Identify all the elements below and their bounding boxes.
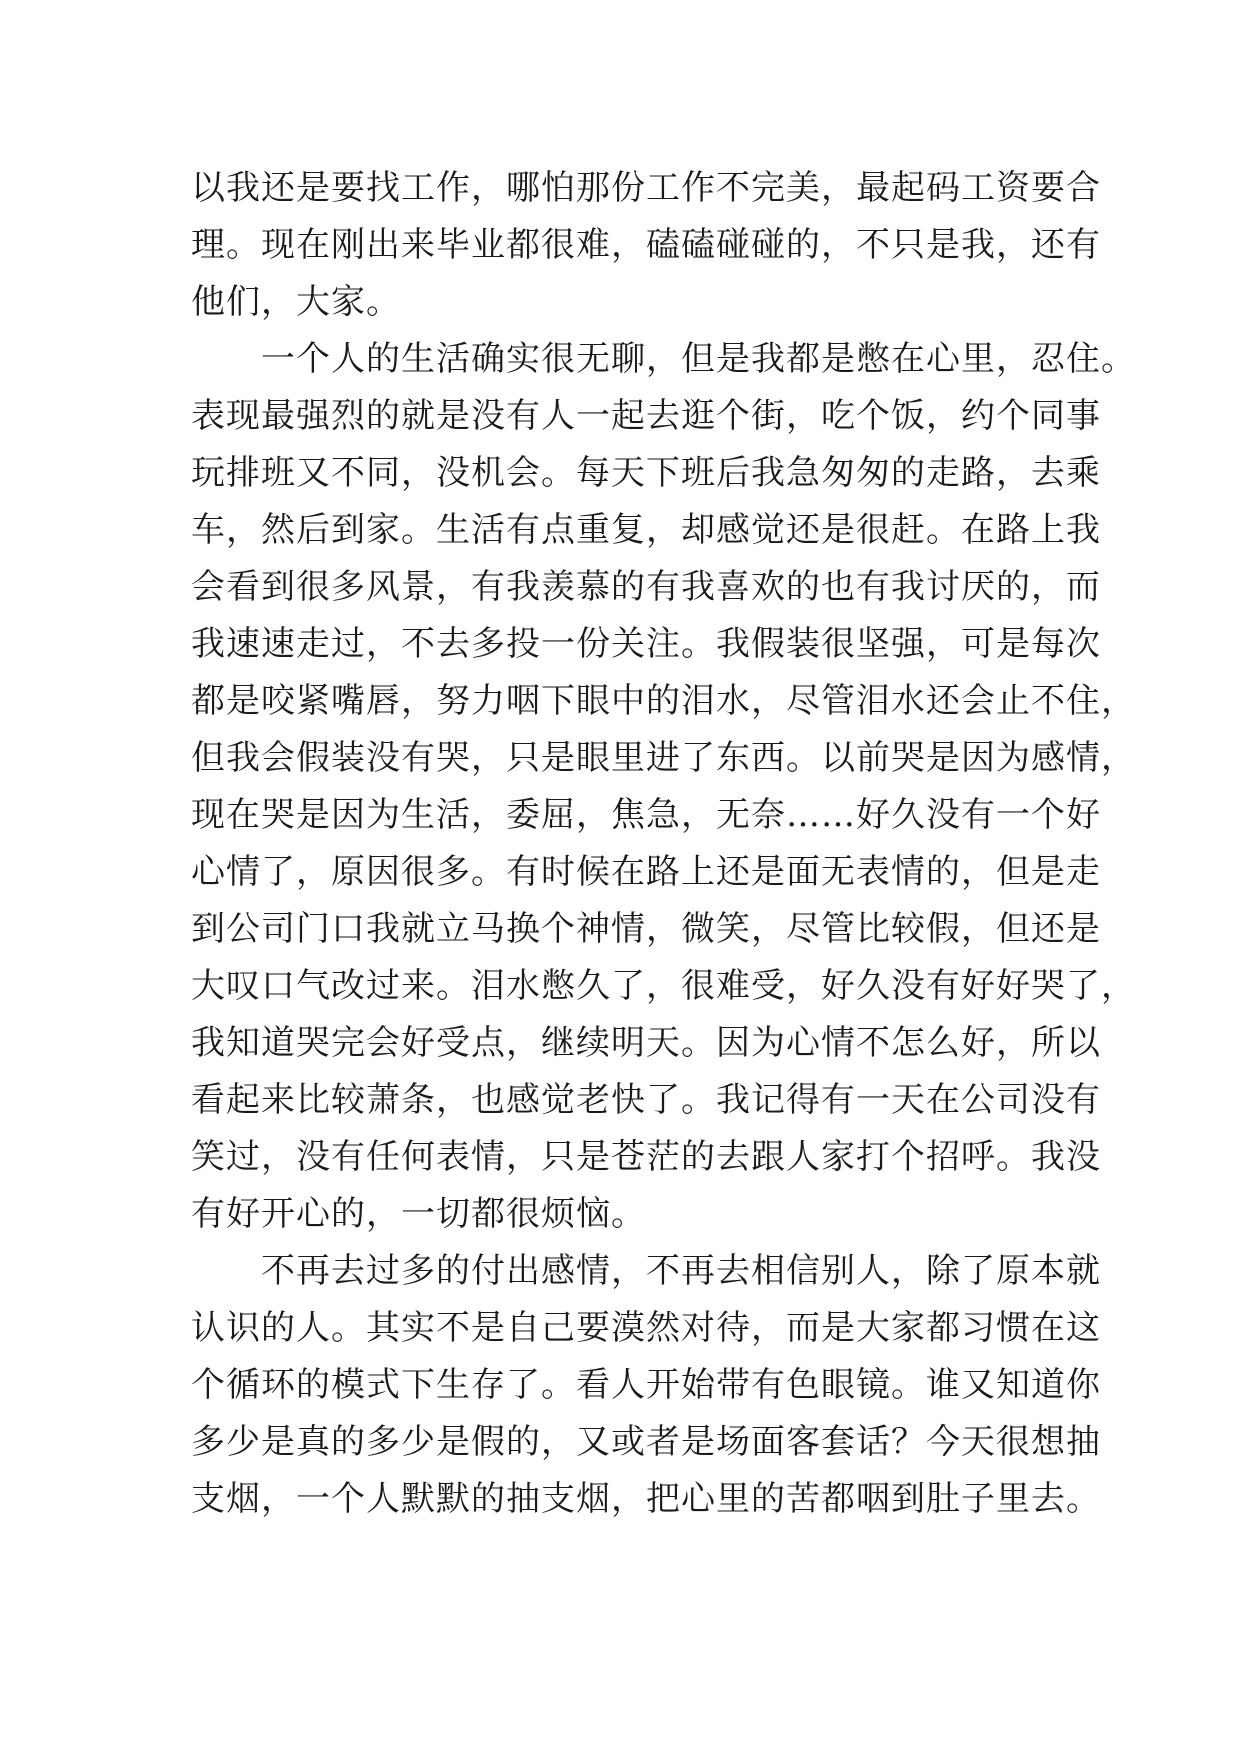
text-line: 我知道哭完会好受点，继续明天。因为心情不怎么好，所以 [191,1023,1101,1063]
text-line: 到公司门口我就立马换个神情，微笑，尽管比较假，但还是 [191,909,1101,949]
text-line: 我速速走过，不去多投一份关注。我假装很坚强，可是每次 [191,624,1101,664]
text-line: 看起来比较萧条，也感觉老快了。我记得有一天在公司没有 [191,1080,1101,1120]
paragraph-3 [191,1243,1101,1528]
text-line: 不再去过多的付出感情，不再去相信别人，除了原本就 [191,1251,1101,1291]
text-line: 但我会假装没有哭，只是眼里进了东西。以前哭是因为感情， [191,738,1136,778]
text-line: 都是咬紧嘴唇，努力咽下眼中的泪水，尽管泪水还会止不住， [191,681,1136,721]
text-line: 支烟，一个人默默的抽支烟，把心里的苦都咽到肚子里去。 [191,1479,1101,1519]
text-line: 认识的人。其实不是自己要漠然对待，而是大家都习惯在这 [191,1308,1101,1348]
text-line: 玩排班又不同，没机会。每天下班后我急匆匆的走路，去乘 [191,453,1101,493]
text-line: 理。现在刚出来毕业都很难，磕磕碰碰的，不只是我，还有 [191,225,1101,265]
text-line: 以我还是要找工作，哪怕那份工作不完美，最起码工资要合 [191,168,1101,208]
text-line: 心情了，原因很多。有时候在路上还是面无表情的，但是走 [191,852,1101,892]
text-line: 一个人的生活确实很无聊，但是我都是憋在心里，忍住。 [191,339,1136,379]
text-line: 现在哭是因为生活，委屈，焦急，无奈……好久没有一个好 [191,795,1101,835]
body-text [191,160,1136,1528]
paragraph-1 [191,160,1101,331]
text-line: 多少是真的多少是假的，又或者是场面客套话？今天很想抽 [191,1422,1101,1462]
text-line: 他们，大家。 [191,282,401,322]
text-line: 表现最强烈的就是没有人一起去逛个街，吃个饭，约个同事 [191,396,1101,436]
text-line: 个循环的模式下生存了。看人开始带有色眼镜。谁又知道你 [191,1365,1101,1405]
text-line: 会看到很多风景，有我羡慕的有我喜欢的也有我讨厌的，而 [191,567,1101,607]
text-line: 车，然后到家。生活有点重复，却感觉还是很赶。在路上我 [191,510,1101,550]
paragraph-2 [191,331,1136,1243]
text-line: 笑过，没有任何表情，只是苍茫的去跟人家打个招呼。我没 [191,1137,1101,1177]
text-line: 大叹口气改过来。泪水憋久了，很难受，好久没有好好哭了， [191,966,1136,1006]
text-line: 有好开心的，一切都很烦恼。 [191,1194,646,1234]
